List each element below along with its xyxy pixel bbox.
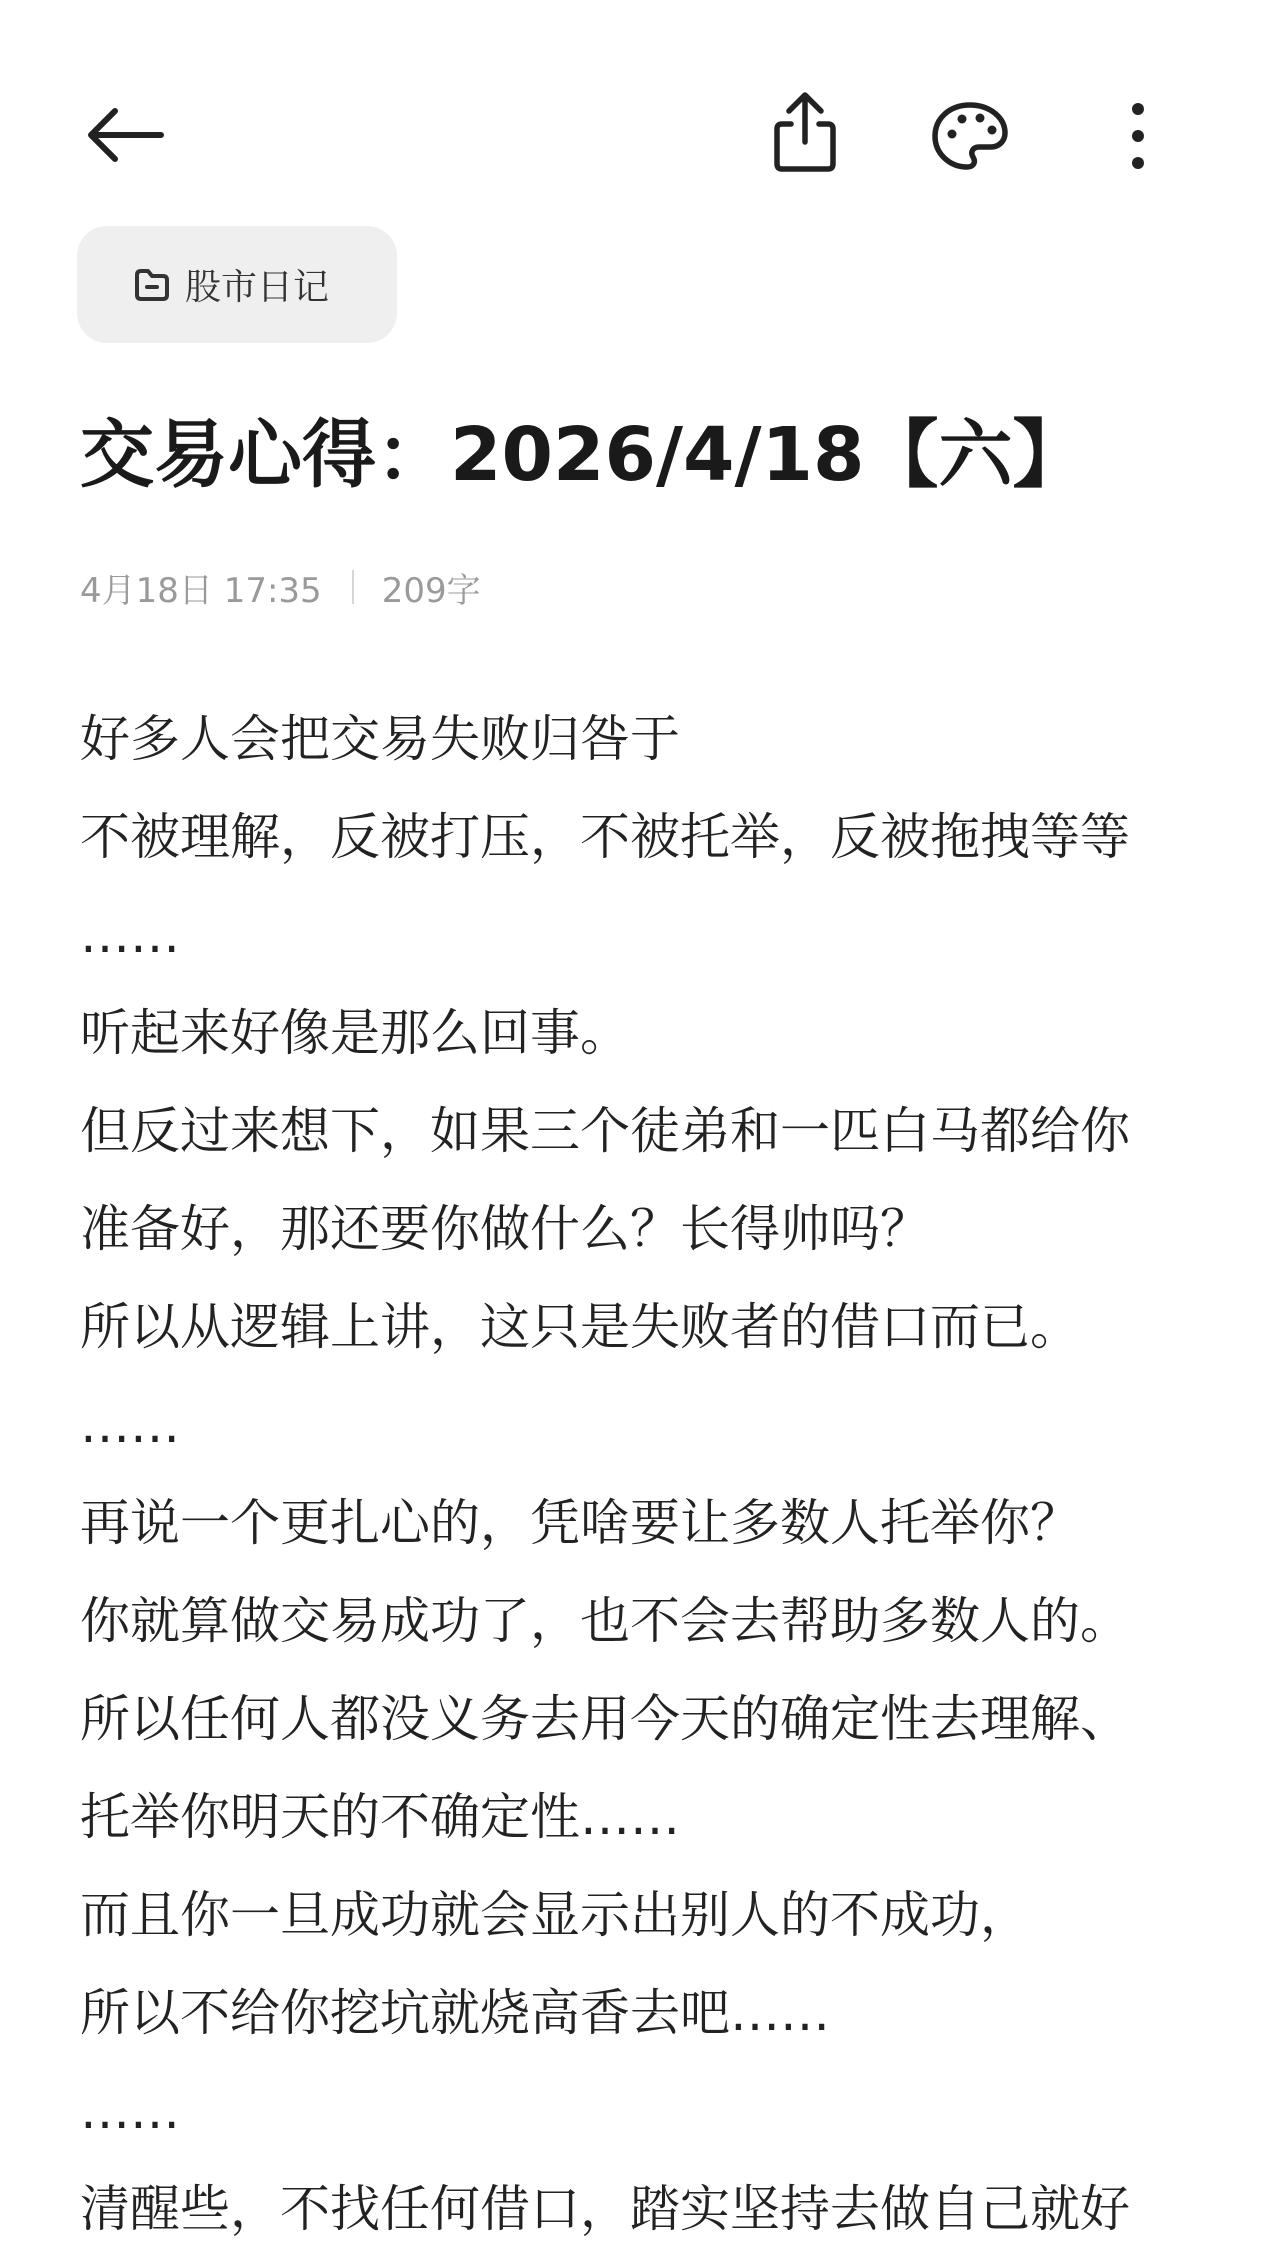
folder-chip[interactable] xyxy=(77,226,397,343)
body-line: …… xyxy=(80,2082,180,2140)
folder-icon xyxy=(133,268,171,302)
back-button[interactable] xyxy=(70,90,180,180)
note-datetime: 4月18日 17:35 xyxy=(80,570,322,611)
body-line: 所以从逻辑上讲，这只是失败者的借口而已。 xyxy=(80,1298,1080,1356)
body-line: 听起来好像是那么回事。 xyxy=(80,1004,630,1062)
body-line: …… xyxy=(80,1396,180,1454)
top-toolbar xyxy=(0,0,1268,200)
body-line: 准备好，那还要你做什么？长得帅吗？ xyxy=(80,1200,930,1258)
body-line: 但反过来想下，如果三个徒弟和一匹白马都给你 xyxy=(80,1102,1130,1160)
folder-label: 股市日记 xyxy=(185,267,330,308)
body-line: 所以任何人都没义务去用今天的确定性去理解、 xyxy=(80,1690,1130,1748)
palette-icon xyxy=(931,101,1009,171)
body-line: 托举你明天的不确定性…… xyxy=(80,1788,680,1846)
body-line: 好多人会把交易失败归咎于 xyxy=(80,710,680,768)
back-arrow-icon xyxy=(85,105,165,165)
body-line: …… xyxy=(80,906,180,964)
note-meta xyxy=(80,562,481,612)
body-line: 你就算做交易成功了，也不会去帮助多数人的。 xyxy=(80,1592,1130,1650)
note-title[interactable]: 交易心得：2026/4/18【六】 xyxy=(80,412,1087,498)
more-button[interactable] xyxy=(1108,88,1168,183)
body-line: 而且你一旦成功就会显示出别人的不成功， xyxy=(80,1886,1030,1944)
body-line: 清醒些，不找任何借口，踏实坚持去做自己就好 xyxy=(80,2180,1130,2238)
body-line: 再说一个更扎心的，凭啥要让多数人托举你？ xyxy=(80,1494,1080,1552)
share-icon xyxy=(772,90,838,174)
share-button[interactable] xyxy=(760,82,850,182)
more-vertical-icon xyxy=(1128,101,1148,171)
body-line: 不被理解，反被打压，不被托举，反被拖拽等等 xyxy=(80,808,1130,866)
note-word-count: 209字 xyxy=(381,570,481,611)
meta-divider xyxy=(352,570,354,604)
body-line: 所以不给你挖坑就烧高香去吧…… xyxy=(80,1984,830,2042)
note-body[interactable] xyxy=(80,690,1230,2258)
theme-button[interactable] xyxy=(920,88,1020,183)
